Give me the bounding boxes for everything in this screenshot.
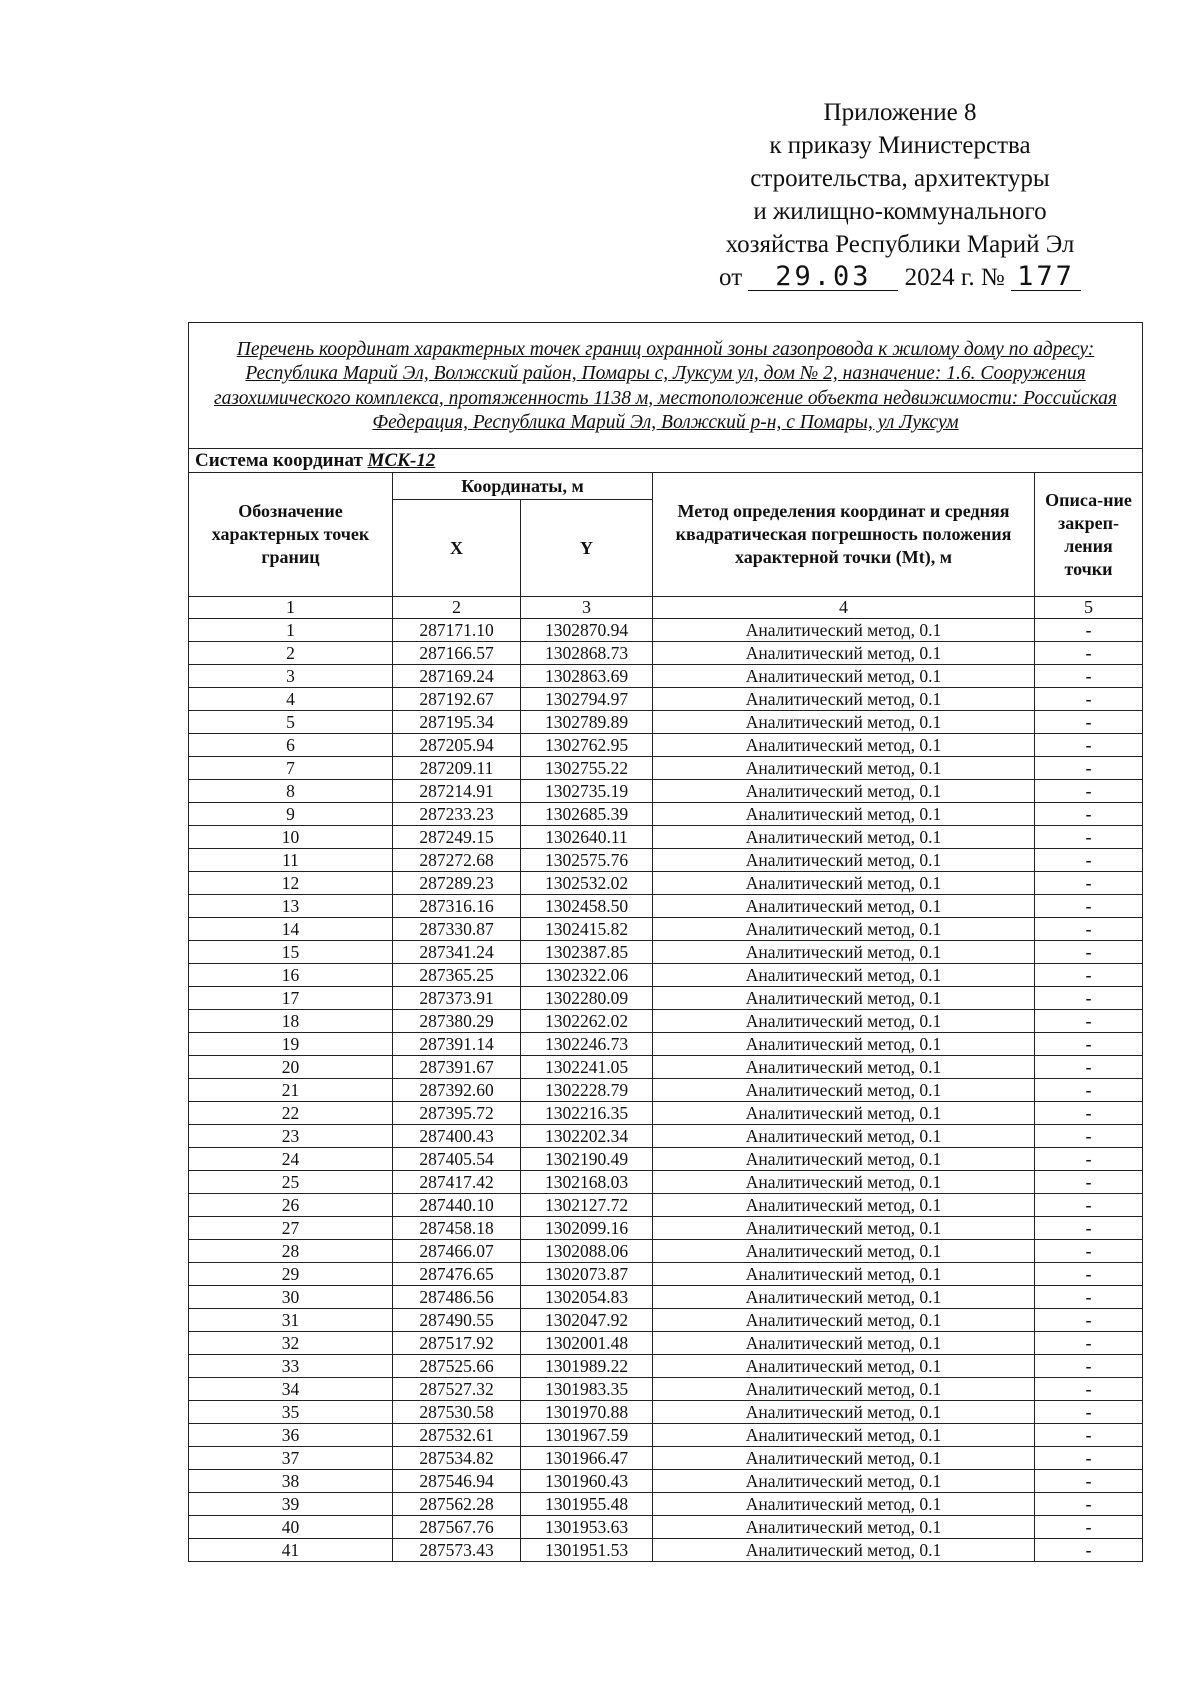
point-number-cell: 10 [189, 826, 393, 849]
method-cell: Аналитический метод, 0.1 [653, 1240, 1035, 1263]
y-coordinate-cell: 1302054.83 [521, 1286, 653, 1309]
description-cell: - [1035, 1355, 1143, 1378]
x-coordinate-cell: 287289.23 [393, 872, 521, 895]
table-row [189, 1539, 1143, 1562]
table-row [189, 826, 1143, 849]
table-row [189, 1332, 1143, 1355]
description-cell: - [1035, 1171, 1143, 1194]
y-coordinate-cell: 1302640.11 [521, 826, 653, 849]
y-coordinate-cell: 1302863.69 [521, 665, 653, 688]
table-row [189, 918, 1143, 941]
y-coordinate-cell: 1302532.02 [521, 872, 653, 895]
point-number-cell: 3 [189, 665, 393, 688]
point-number-cell: 19 [189, 1033, 393, 1056]
x-coordinate-cell: 287249.15 [393, 826, 521, 849]
x-coordinate-cell: 287567.76 [393, 1516, 521, 1539]
point-number-cell: 38 [189, 1470, 393, 1493]
point-number-cell: 24 [189, 1148, 393, 1171]
table-row [189, 1470, 1143, 1493]
description-cell: - [1035, 1424, 1143, 1447]
y-coordinate-cell: 1302794.97 [521, 688, 653, 711]
y-coordinate-cell: 1302789.89 [521, 711, 653, 734]
x-coordinate-cell: 287562.28 [393, 1493, 521, 1516]
method-cell: Аналитический метод, 0.1 [653, 1056, 1035, 1079]
description-cell: - [1035, 872, 1143, 895]
description-cell: - [1035, 711, 1143, 734]
description-cell: - [1035, 964, 1143, 987]
point-number-cell: 26 [189, 1194, 393, 1217]
x-coordinate-cell: 287440.10 [393, 1194, 521, 1217]
col-point-header: Обозначение характерных точек границ [189, 473, 393, 597]
table-row [189, 1309, 1143, 1332]
method-cell: Аналитический метод, 0.1 [653, 1102, 1035, 1125]
y-coordinate-cell: 1302755.22 [521, 757, 653, 780]
description-cell: - [1035, 642, 1143, 665]
point-number-cell: 25 [189, 1171, 393, 1194]
column-numbers-row [189, 597, 1143, 619]
point-number-cell: 40 [189, 1516, 393, 1539]
description-cell: - [1035, 780, 1143, 803]
description-cell: - [1035, 1539, 1143, 1562]
method-cell: Аналитический метод, 0.1 [653, 872, 1035, 895]
table-row [189, 642, 1143, 665]
table-row [189, 1447, 1143, 1470]
y-coordinate-cell: 1302127.72 [521, 1194, 653, 1217]
table-row [189, 1171, 1143, 1194]
method-cell: Аналитический метод, 0.1 [653, 1148, 1035, 1171]
x-coordinate-cell: 287391.67 [393, 1056, 521, 1079]
method-cell: Аналитический метод, 0.1 [653, 1470, 1035, 1493]
method-cell: Аналитический метод, 0.1 [653, 1447, 1035, 1470]
point-number-cell: 22 [189, 1102, 393, 1125]
column-number: 3 [521, 597, 653, 619]
coordinate-system-label: Система координат [195, 449, 363, 471]
description-cell: - [1035, 619, 1143, 642]
x-coordinate-cell: 287392.60 [393, 1079, 521, 1102]
method-cell: Аналитический метод, 0.1 [653, 1424, 1035, 1447]
point-number-cell: 14 [189, 918, 393, 941]
y-coordinate-cell: 1301966.47 [521, 1447, 653, 1470]
col-y-header: Y [521, 500, 653, 597]
coordinate-system-name: МСК-12 [367, 449, 436, 471]
table-row [189, 1010, 1143, 1033]
point-number-cell: 32 [189, 1332, 393, 1355]
description-cell: - [1035, 987, 1143, 1010]
point-number-cell: 15 [189, 941, 393, 964]
point-number-cell: 31 [189, 1309, 393, 1332]
description-cell: - [1035, 941, 1143, 964]
y-coordinate-cell: 1301951.53 [521, 1539, 653, 1562]
header-line-republic: хозяйства Республики Марий Эл [725, 231, 1075, 258]
method-cell: Аналитический метод, 0.1 [653, 1401, 1035, 1424]
method-cell: Аналитический метод, 0.1 [653, 734, 1035, 757]
year-number-label: 2024 г. № [904, 264, 1005, 291]
method-cell: Аналитический метод, 0.1 [653, 826, 1035, 849]
method-cell: Аналитический метод, 0.1 [653, 642, 1035, 665]
point-number-cell: 16 [189, 964, 393, 987]
description-cell: - [1035, 849, 1143, 872]
y-coordinate-cell: 1301967.59 [521, 1424, 653, 1447]
method-cell: Аналитический метод, 0.1 [653, 1286, 1035, 1309]
method-cell: Аналитический метод, 0.1 [653, 1171, 1035, 1194]
method-cell: Аналитический метод, 0.1 [653, 1033, 1035, 1056]
col-method-header: Метод определения координат и средняя квадратическая погрешность положения характерной точки (Mt), м [653, 473, 1035, 597]
description-cell: - [1035, 918, 1143, 941]
x-coordinate-cell: 287486.56 [393, 1286, 521, 1309]
x-coordinate-cell: 287476.65 [393, 1263, 521, 1286]
y-coordinate-cell: 1301989.22 [521, 1355, 653, 1378]
description-cell: - [1035, 1378, 1143, 1401]
description-cell: - [1035, 688, 1143, 711]
y-coordinate-cell: 1302073.87 [521, 1263, 653, 1286]
table-row [189, 941, 1143, 964]
point-number-cell: 23 [189, 1125, 393, 1148]
table-row [189, 1424, 1143, 1447]
x-coordinate-cell: 287417.42 [393, 1171, 521, 1194]
point-number-cell: 35 [189, 1401, 393, 1424]
point-number-cell: 2 [189, 642, 393, 665]
table-row [189, 1240, 1143, 1263]
y-coordinate-cell: 1301970.88 [521, 1401, 653, 1424]
method-cell: Аналитический метод, 0.1 [653, 1079, 1035, 1102]
table-row [189, 1125, 1143, 1148]
col-x-header: X [393, 500, 521, 597]
point-number-cell: 8 [189, 780, 393, 803]
table-row [189, 1516, 1143, 1539]
table-row [189, 1217, 1143, 1240]
description-cell: - [1035, 734, 1143, 757]
description-cell: - [1035, 1470, 1143, 1493]
y-coordinate-cell: 1301955.48 [521, 1493, 653, 1516]
x-coordinate-cell: 287391.14 [393, 1033, 521, 1056]
y-coordinate-cell: 1302216.35 [521, 1102, 653, 1125]
method-cell: Аналитический метод, 0.1 [653, 757, 1035, 780]
description-cell: - [1035, 1102, 1143, 1125]
y-coordinate-cell: 1302246.73 [521, 1033, 653, 1056]
table-row [189, 1286, 1143, 1309]
method-cell: Аналитический метод, 0.1 [653, 1125, 1035, 1148]
x-coordinate-cell: 287209.11 [393, 757, 521, 780]
description-cell: - [1035, 1447, 1143, 1470]
x-coordinate-cell: 287233.23 [393, 803, 521, 826]
table-row [189, 1401, 1143, 1424]
table-row [189, 757, 1143, 780]
table-row [189, 964, 1143, 987]
method-cell: Аналитический метод, 0.1 [653, 780, 1035, 803]
y-coordinate-cell: 1302387.85 [521, 941, 653, 964]
method-cell: Аналитический метод, 0.1 [653, 895, 1035, 918]
point-number-cell: 18 [189, 1010, 393, 1033]
x-coordinate-cell: 287546.94 [393, 1470, 521, 1493]
point-number-cell: 7 [189, 757, 393, 780]
description-cell: - [1035, 1033, 1143, 1056]
x-coordinate-cell: 287373.91 [393, 987, 521, 1010]
point-number-cell: 41 [189, 1539, 393, 1562]
x-coordinate-cell: 287466.07 [393, 1240, 521, 1263]
table-row [189, 1102, 1143, 1125]
x-coordinate-cell: 287205.94 [393, 734, 521, 757]
description-cell: - [1035, 1493, 1143, 1516]
column-number: 1 [189, 597, 393, 619]
description-cell: - [1035, 1309, 1143, 1332]
x-coordinate-cell: 287458.18 [393, 1217, 521, 1240]
method-cell: Аналитический метод, 0.1 [653, 941, 1035, 964]
document-header [640, 96, 1160, 294]
point-number-cell: 28 [189, 1240, 393, 1263]
x-coordinate-cell: 287525.66 [393, 1355, 521, 1378]
x-coordinate-cell: 287490.55 [393, 1309, 521, 1332]
y-coordinate-cell: 1302280.09 [521, 987, 653, 1010]
method-cell: Аналитический метод, 0.1 [653, 918, 1035, 941]
header-line-housing: и жилищно-коммунального [753, 198, 1047, 225]
description-cell: - [1035, 665, 1143, 688]
y-coordinate-cell: 1302575.76 [521, 849, 653, 872]
y-coordinate-cell: 1302099.16 [521, 1217, 653, 1240]
description-cell: - [1035, 1148, 1143, 1171]
table-intro: Перечень координат характерных точек границ охранной зоны газопровода к жилому дому по адресу: Республика Марий Эл, Волжский район, Помары с, Луксум ул, дом № 2, назначение: 1.6. Сооружения газохимического комплекса, протяженность 1138 м, местоположение объекта недвижимости: Российская Федерация, Республика Марий Эл, Волжский р-н, с Помары, ул Луксум [189, 323, 1143, 449]
description-cell: - [1035, 1332, 1143, 1355]
description-cell: - [1035, 1240, 1143, 1263]
description-cell: - [1035, 826, 1143, 849]
y-coordinate-cell: 1301983.35 [521, 1378, 653, 1401]
description-cell: - [1035, 1263, 1143, 1286]
col-coords-header: Координаты, м [393, 473, 653, 500]
x-coordinate-cell: 287395.72 [393, 1102, 521, 1125]
table-row [189, 803, 1143, 826]
y-coordinate-cell: 1302870.94 [521, 619, 653, 642]
method-cell: Аналитический метод, 0.1 [653, 1217, 1035, 1240]
description-cell: - [1035, 1056, 1143, 1079]
x-coordinate-cell: 287316.16 [393, 895, 521, 918]
description-cell: - [1035, 1217, 1143, 1240]
y-coordinate-cell: 1302262.02 [521, 1010, 653, 1033]
table-row [189, 734, 1143, 757]
column-number: 5 [1035, 597, 1143, 619]
y-coordinate-cell: 1302735.19 [521, 780, 653, 803]
description-cell: - [1035, 1010, 1143, 1033]
point-number-cell: 34 [189, 1378, 393, 1401]
table-row [189, 895, 1143, 918]
x-coordinate-cell: 287214.91 [393, 780, 521, 803]
x-coordinate-cell: 287166.57 [393, 642, 521, 665]
y-coordinate-cell: 1302168.03 [521, 1171, 653, 1194]
point-number-cell: 17 [189, 987, 393, 1010]
header-line-appendix: Приложение 8 [823, 99, 977, 126]
x-coordinate-cell: 287405.54 [393, 1148, 521, 1171]
point-number-cell: 21 [189, 1079, 393, 1102]
method-cell: Аналитический метод, 0.1 [653, 711, 1035, 734]
point-number-cell: 13 [189, 895, 393, 918]
table-row [189, 1355, 1143, 1378]
description-cell: - [1035, 757, 1143, 780]
method-cell: Аналитический метод, 0.1 [653, 803, 1035, 826]
method-cell: Аналитический метод, 0.1 [653, 987, 1035, 1010]
x-coordinate-cell: 287534.82 [393, 1447, 521, 1470]
y-coordinate-cell: 1301953.63 [521, 1516, 653, 1539]
table-row [189, 1056, 1143, 1079]
col-desc-header: Описа-ние закреп-ления точки [1035, 473, 1143, 597]
method-cell: Аналитический метод, 0.1 [653, 1332, 1035, 1355]
x-coordinate-cell: 287341.24 [393, 941, 521, 964]
method-cell: Аналитический метод, 0.1 [653, 1493, 1035, 1516]
coordinates-table [188, 322, 1143, 1562]
method-cell: Аналитический метод, 0.1 [653, 1309, 1035, 1332]
table-row [189, 665, 1143, 688]
x-coordinate-cell: 287192.67 [393, 688, 521, 711]
y-coordinate-cell: 1302415.82 [521, 918, 653, 941]
method-cell: Аналитический метод, 0.1 [653, 964, 1035, 987]
point-number-cell: 37 [189, 1447, 393, 1470]
method-cell: Аналитический метод, 0.1 [653, 849, 1035, 872]
table-row [189, 872, 1143, 895]
description-cell: - [1035, 1125, 1143, 1148]
table-row [189, 849, 1143, 872]
method-cell: Аналитический метод, 0.1 [653, 1539, 1035, 1562]
method-cell: Аналитический метод, 0.1 [653, 1516, 1035, 1539]
description-cell: - [1035, 1516, 1143, 1539]
x-coordinate-cell: 287380.29 [393, 1010, 521, 1033]
header-line-order: к приказу Министерства [769, 132, 1031, 159]
x-coordinate-cell: 287272.68 [393, 849, 521, 872]
point-number-cell: 1 [189, 619, 393, 642]
point-number-cell: 9 [189, 803, 393, 826]
point-number-cell: 4 [189, 688, 393, 711]
x-coordinate-cell: 287532.61 [393, 1424, 521, 1447]
x-coordinate-cell: 287530.58 [393, 1401, 521, 1424]
method-cell: Аналитический метод, 0.1 [653, 1010, 1035, 1033]
x-coordinate-cell: 287365.25 [393, 964, 521, 987]
x-coordinate-cell: 287169.24 [393, 665, 521, 688]
table-row [189, 688, 1143, 711]
y-coordinate-cell: 1302685.39 [521, 803, 653, 826]
y-coordinate-cell: 1302228.79 [521, 1079, 653, 1102]
point-number-cell: 20 [189, 1056, 393, 1079]
method-cell: Аналитический метод, 0.1 [653, 1355, 1035, 1378]
y-coordinate-cell: 1302202.34 [521, 1125, 653, 1148]
handwritten-order-number: 177 [1011, 263, 1081, 291]
handwritten-date: 29.03 [748, 263, 898, 291]
table-row [189, 619, 1143, 642]
point-number-cell: 39 [189, 1493, 393, 1516]
x-coordinate-cell: 287171.10 [393, 619, 521, 642]
x-coordinate-cell: 287527.32 [393, 1378, 521, 1401]
description-cell: - [1035, 1286, 1143, 1309]
y-coordinate-cell: 1302458.50 [521, 895, 653, 918]
description-cell: - [1035, 803, 1143, 826]
table-row [189, 987, 1143, 1010]
y-coordinate-cell: 1302088.06 [521, 1240, 653, 1263]
column-number: 2 [393, 597, 521, 619]
table-row [189, 1493, 1143, 1516]
method-cell: Аналитический метод, 0.1 [653, 619, 1035, 642]
header-date-line [640, 261, 1160, 294]
y-coordinate-cell: 1302190.49 [521, 1148, 653, 1171]
method-cell: Аналитический метод, 0.1 [653, 688, 1035, 711]
point-number-cell: 5 [189, 711, 393, 734]
table-row [189, 1263, 1143, 1286]
method-cell: Аналитический метод, 0.1 [653, 1263, 1035, 1286]
method-cell: Аналитический метод, 0.1 [653, 665, 1035, 688]
point-number-cell: 30 [189, 1286, 393, 1309]
table-row [189, 711, 1143, 734]
x-coordinate-cell: 287195.34 [393, 711, 521, 734]
x-coordinate-cell: 287400.43 [393, 1125, 521, 1148]
description-cell: - [1035, 1401, 1143, 1424]
point-number-cell: 36 [189, 1424, 393, 1447]
y-coordinate-cell: 1302762.95 [521, 734, 653, 757]
point-number-cell: 11 [189, 849, 393, 872]
y-coordinate-cell: 1301960.43 [521, 1470, 653, 1493]
y-coordinate-cell: 1302868.73 [521, 642, 653, 665]
x-coordinate-cell: 287573.43 [393, 1539, 521, 1562]
y-coordinate-cell: 1302001.48 [521, 1332, 653, 1355]
point-number-cell: 29 [189, 1263, 393, 1286]
method-cell: Аналитический метод, 0.1 [653, 1194, 1035, 1217]
table-row [189, 1148, 1143, 1171]
description-cell: - [1035, 895, 1143, 918]
column-number: 4 [653, 597, 1035, 619]
description-cell: - [1035, 1079, 1143, 1102]
y-coordinate-cell: 1302047.92 [521, 1309, 653, 1332]
table-row [189, 1079, 1143, 1102]
table-row [189, 780, 1143, 803]
date-prefix: от [719, 264, 743, 291]
description-cell: - [1035, 1194, 1143, 1217]
x-coordinate-cell: 287330.87 [393, 918, 521, 941]
point-number-cell: 12 [189, 872, 393, 895]
table-row [189, 1194, 1143, 1217]
point-number-cell: 33 [189, 1355, 393, 1378]
table-row [189, 1378, 1143, 1401]
header-line-ministry: строительства, архитектуры [750, 165, 1050, 192]
y-coordinate-cell: 1302241.05 [521, 1056, 653, 1079]
point-number-cell: 6 [189, 734, 393, 757]
method-cell: Аналитический метод, 0.1 [653, 1378, 1035, 1401]
coordinate-system-row [189, 449, 1143, 473]
table-row [189, 1033, 1143, 1056]
y-coordinate-cell: 1302322.06 [521, 964, 653, 987]
point-number-cell: 27 [189, 1217, 393, 1240]
x-coordinate-cell: 287517.92 [393, 1332, 521, 1355]
